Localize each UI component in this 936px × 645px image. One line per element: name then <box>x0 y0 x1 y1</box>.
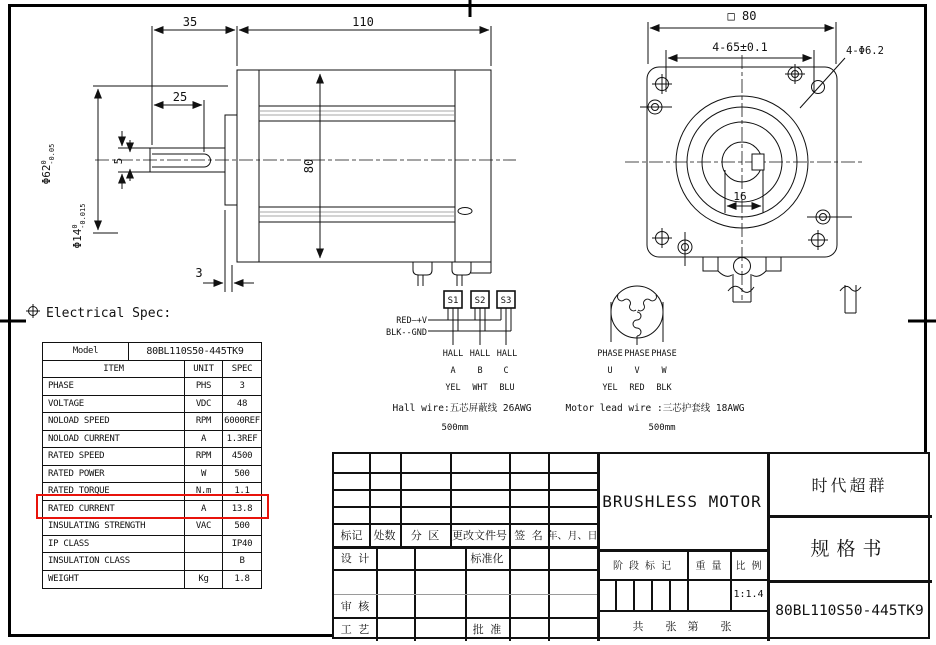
phase-u-title: PHASE <box>597 349 623 359</box>
dim-bolt-spacing-label: 4-65±0.1 <box>712 40 768 54</box>
front-view-labels <box>712 9 884 203</box>
review-label: 审 核 <box>340 599 370 613</box>
cable-exit-hooks <box>413 262 491 286</box>
dim-80-label: 80 <box>302 158 316 174</box>
dim-3-label: 3 <box>195 266 203 280</box>
spec-row-rated-current: RATED CURRENT A 13.8 <box>43 501 261 519</box>
standardization-label: 标准化 <box>470 551 504 565</box>
dim-square80-label: □ 80 <box>727 9 757 23</box>
stage-mark-label: 阶 段 标 记 <box>612 560 672 572</box>
grid-line <box>615 579 617 610</box>
hall-c-label: C <box>503 366 509 376</box>
spec-row: INSULATION CLASS B <box>43 553 261 571</box>
spec-row: RATED TORQUE N.m 1.1 <box>43 483 261 501</box>
spec-row: WEIGHT Kg 1.8 <box>43 571 261 589</box>
phase-w-color: BLK <box>656 383 672 393</box>
phase-v-label: V <box>634 366 640 376</box>
col-spec: SPEC <box>231 363 253 374</box>
phase-v-color: RED <box>629 383 645 393</box>
dia-14-label: $\Phi 14^0-0.015$ <box>71 203 87 249</box>
dim-5-label: 5 <box>112 157 125 165</box>
hall-a-title: HALL <box>442 349 464 359</box>
spec-row: IP CLASS IP40 <box>43 536 261 554</box>
design-label: 设 计 <box>340 551 370 565</box>
rated-current-highlight <box>36 494 269 519</box>
spec-row: RATED POWER W 500 <box>43 466 261 484</box>
rev-col-date: 年、月、日 <box>547 531 598 542</box>
spec-row: NOLOAD CURRENT A 1.3REF <box>43 431 261 449</box>
spec-row: RATED SPEED RPM 4500 <box>43 448 261 466</box>
motor-lead-length: 500mm <box>648 423 676 433</box>
shaft-keyway <box>752 154 764 170</box>
phase-w-label: W <box>661 366 667 376</box>
hall-a-color: YEL <box>445 383 461 393</box>
motor-lead-caption: Motor lead wire :三芯护套线 18AWG <box>565 403 745 414</box>
model-value: 80BL110S50-445TK9 <box>146 345 244 357</box>
rev-col-zone: 分 区 <box>410 528 440 542</box>
frame-centering-ticks <box>0 0 936 321</box>
grid-line <box>334 489 597 491</box>
process-label: 工 艺 <box>340 623 370 636</box>
phase-u-color: YEL <box>602 383 618 393</box>
phase-u-label: U <box>607 366 613 376</box>
rev-col-change-doc: 更改文件号 <box>452 528 507 542</box>
grid-line <box>669 579 671 610</box>
sheet-count: 共 张 第 张 <box>632 619 732 633</box>
scale-label: 比 例 <box>735 560 762 572</box>
hall-wire-length: 500mm <box>441 423 469 433</box>
hall-a-label: A <box>450 366 456 376</box>
spec-row-model <box>43 343 261 361</box>
hall-c-color: BLU <box>499 383 515 393</box>
dim-110-label: 110 <box>352 15 374 29</box>
grid-line <box>651 579 653 610</box>
rev-col-count: 处数 <box>373 528 396 542</box>
grid-line <box>334 506 597 508</box>
hall-b-color: WHT <box>472 383 488 393</box>
spec-row: NOLOAD SPEED RPM 6000REF <box>43 413 261 431</box>
spec-row: PHASE PHS 3 <box>43 378 261 396</box>
weight-label: 重 量 <box>695 560 722 572</box>
motor-front-view <box>625 22 862 302</box>
spec-table <box>42 342 262 589</box>
phase-wiring-diagram <box>611 285 861 345</box>
approve-label: 批 准 <box>472 623 502 636</box>
col-item: ITEM <box>43 361 185 378</box>
model-number: 80BL110S50-445TK9 <box>775 602 924 619</box>
document-type: 规格书 <box>810 538 889 560</box>
sensor-s3-label: S3 <box>500 296 512 306</box>
sensor-s2-label: S2 <box>474 296 486 306</box>
dim-35-label: 35 <box>182 15 198 29</box>
dim-25-label: 25 <box>172 90 188 104</box>
hall-b-title: HALL <box>469 349 491 359</box>
dim-bolt-dia-label: 4-Φ6.2 <box>846 45 884 57</box>
dim-16-label: 16 <box>733 190 747 203</box>
hall-wire-caption: Hall wire:五芯屏蔽线 26AWG <box>392 403 532 414</box>
grid-line <box>334 569 597 571</box>
blk-ground-label: BLK--GND <box>386 328 427 338</box>
red-power-label: RED—+V <box>396 316 427 326</box>
spec-header-row <box>43 361 261 379</box>
rev-col-signature: 签 名 <box>514 528 543 542</box>
company-name: 时代超群 <box>811 476 888 495</box>
grid-line <box>633 579 635 610</box>
phase-v-title: PHASE <box>624 349 650 359</box>
lead-wire-end <box>840 285 861 313</box>
title-block <box>332 452 930 639</box>
grid-line <box>334 472 597 474</box>
spec-row: INSULATING STRENGTH VAC 500 <box>43 518 261 536</box>
model-label: Model <box>43 343 129 360</box>
phase-w-title: PHASE <box>651 349 677 359</box>
datum-symbol-icon <box>26 304 40 318</box>
spec-heading: Electrical Spec: <box>46 306 172 321</box>
rev-col-mark: 标记 <box>340 528 363 542</box>
hall-c-title: HALL <box>496 349 518 359</box>
phase-wiring-labels <box>565 349 744 433</box>
mounting-holes <box>640 64 852 266</box>
hall-wiring-labels <box>386 296 532 433</box>
scale-value: 1:1.4 <box>733 589 764 600</box>
sensor-s1-label: S1 <box>447 296 459 306</box>
dia-62-label: $\Phi 62^0-0.05$ <box>40 143 56 185</box>
product-title: BRUSHLESS MOTOR <box>602 492 762 511</box>
hall-b-label: B <box>477 366 483 376</box>
spec-row: VOLTAGE VDC 48 <box>43 396 261 414</box>
col-unit: UNIT <box>185 361 223 378</box>
